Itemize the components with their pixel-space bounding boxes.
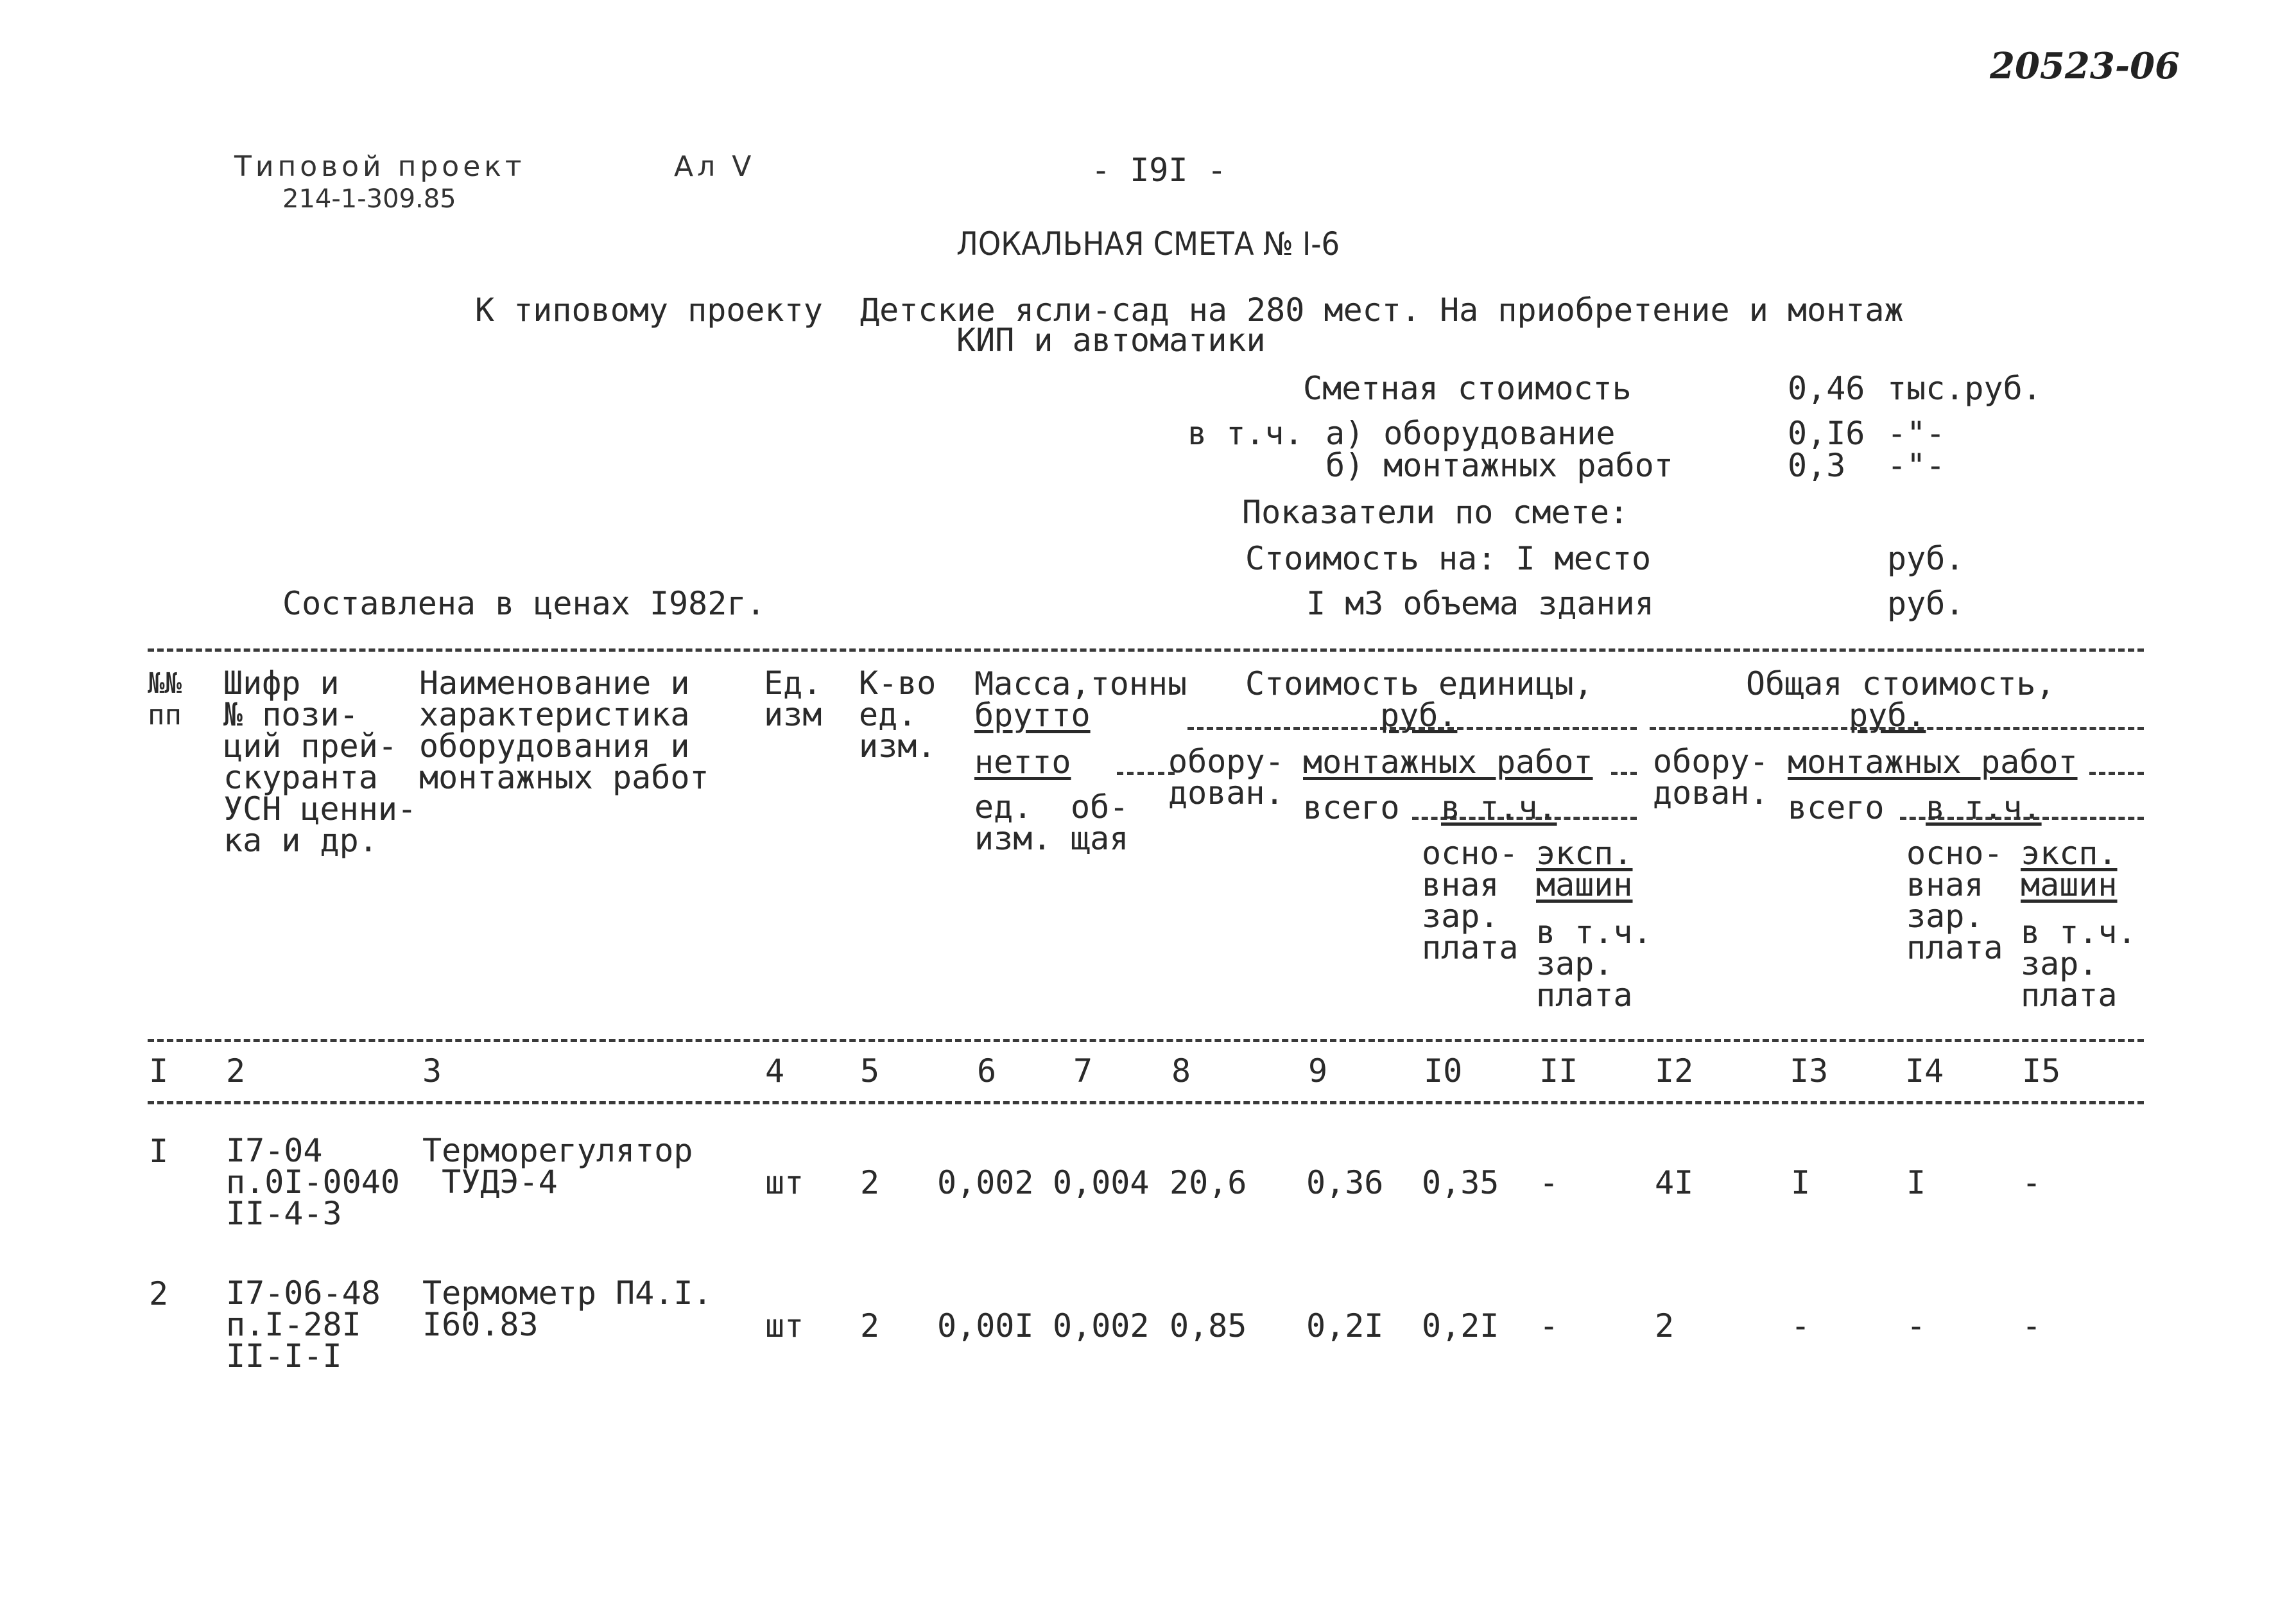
row-install-all-total: - bbox=[1791, 1307, 1811, 1344]
row-install-all: 0,2I bbox=[1306, 1307, 1384, 1344]
col-header-mass-total: об- щая bbox=[1071, 788, 1129, 857]
row-mass-total: 0,004 bbox=[1053, 1164, 1150, 1201]
col-number: 6 bbox=[977, 1052, 997, 1090]
equipment-cost-unit: -"- bbox=[1887, 415, 1946, 452]
col-number: I2 bbox=[1655, 1052, 1694, 1090]
col-number: 7 bbox=[1073, 1052, 1093, 1090]
cost-per-m3-label: I м3 объема здания bbox=[1306, 585, 1654, 622]
col-number: 8 bbox=[1171, 1052, 1191, 1090]
row-machines: - bbox=[1539, 1164, 1559, 1201]
col-header-total-cost: Общая стоимость, bbox=[1746, 665, 2055, 702]
col-number: I bbox=[149, 1052, 169, 1090]
col-number: I0 bbox=[1424, 1052, 1463, 1090]
estimate-cost-value: 0,46 bbox=[1788, 370, 1865, 407]
project-name-line2: КИП и автоматики bbox=[956, 322, 1266, 359]
row-mass-unit: 0,00I bbox=[937, 1307, 1034, 1344]
col-number: I5 bbox=[2022, 1052, 2061, 1090]
estimate-cost-unit: тыс.руб. bbox=[1887, 370, 2042, 407]
table-top-rule bbox=[148, 648, 2144, 652]
numbers-bottom-rule bbox=[148, 1101, 2144, 1104]
col-header-install-total: монтажных работ bbox=[1788, 744, 2078, 781]
indicators-label: Показатели по смете: bbox=[1242, 494, 1629, 531]
row-base-wage: 0,2I bbox=[1422, 1307, 1499, 1344]
row-equipment-total: 2 bbox=[1655, 1307, 1675, 1344]
col-header-equipment-unit: обору- дован. bbox=[1168, 743, 1284, 812]
col-header-unit: Ед. изм bbox=[764, 665, 822, 733]
col-header-netto: нетто bbox=[974, 744, 1071, 781]
installation-cost-unit: -"- bbox=[1887, 447, 1946, 484]
install-rule bbox=[1611, 772, 1637, 775]
incl-prefix: в т.ч. bbox=[1187, 415, 1304, 452]
row-unit: шт bbox=[765, 1307, 804, 1344]
col-header-qty: К-во ед. изм. bbox=[859, 665, 937, 765]
col-header-base-wage: осно- вная зар. плата bbox=[1422, 835, 1519, 966]
col-number: 4 bbox=[765, 1052, 785, 1090]
row-equipment-total: 4I bbox=[1655, 1164, 1694, 1201]
col-number: I3 bbox=[1790, 1052, 1829, 1090]
col-number: I4 bbox=[1905, 1052, 1944, 1090]
col-header-base-wage-total: осно- вная зар. плата bbox=[1906, 835, 2003, 966]
col-header-machine-wage-total: в т.ч. зар. плата bbox=[2021, 914, 2137, 1014]
row-install-all-total: I bbox=[1791, 1164, 1811, 1201]
col-header-mass-unit: ед. изм. bbox=[974, 788, 1052, 857]
page-number: - I9I - bbox=[1091, 152, 1227, 189]
col-number: 3 bbox=[422, 1052, 442, 1090]
cost-per-m3-unit: руб. bbox=[1887, 585, 1965, 622]
equipment-cost-label: а) оборудование bbox=[1325, 415, 1616, 452]
col-header-total-cost-rub: руб. bbox=[1849, 697, 1926, 734]
col-header-unit-cost: Стоимость единицы, bbox=[1245, 665, 1593, 702]
col-header-install-unit: монтажных работ bbox=[1303, 744, 1593, 781]
col-header-num: №№ пп bbox=[148, 667, 182, 731]
row-mass-unit: 0,002 bbox=[937, 1164, 1034, 1201]
page-title: ЛОКАЛЬНАЯ СМЕТА № I-6 bbox=[956, 225, 1340, 263]
row-code: I7-04 п.0I-0040 II-4-3 bbox=[226, 1132, 400, 1232]
equipment-cost-value: 0,I6 bbox=[1788, 415, 1865, 452]
col-number: II bbox=[1539, 1052, 1578, 1090]
project-prefix: К типовому проекту bbox=[475, 291, 823, 329]
col-header-incl: в т.ч. bbox=[1441, 789, 1557, 826]
row-equipment-unit: 20,6 bbox=[1170, 1164, 1247, 1201]
row-mass-total: 0,002 bbox=[1053, 1307, 1150, 1344]
row-name: Термометр П4.I. I60.83 bbox=[422, 1274, 712, 1343]
row-number: 2 bbox=[149, 1275, 169, 1312]
col-number: 5 bbox=[860, 1052, 880, 1090]
install-total-rule bbox=[2089, 772, 2144, 775]
archive-code: 20523-06 bbox=[1990, 45, 2180, 87]
row-qty: 2 bbox=[860, 1307, 880, 1344]
col-header-machines-total: эксп. машин bbox=[2021, 835, 2118, 903]
col-header-machine-wage: в т.ч. зар. плата bbox=[1536, 914, 1652, 1014]
netto-rule bbox=[1117, 772, 1175, 775]
row-name: Терморегулятор ТУДЭ-4 bbox=[422, 1132, 693, 1201]
col-header-machines: эксп. машин bbox=[1536, 835, 1633, 903]
installation-cost-value: 0,3 bbox=[1788, 447, 1846, 484]
row-base-wage-total: I bbox=[1906, 1164, 1926, 1201]
col-number: 2 bbox=[226, 1052, 246, 1090]
stamp-album: Ал V bbox=[674, 150, 755, 183]
row-number: I bbox=[149, 1133, 169, 1170]
stamp-title: Типовой проект bbox=[234, 150, 526, 183]
col-header-install-all: всего bbox=[1303, 789, 1400, 826]
row-base-wage-total: - bbox=[1906, 1307, 1926, 1344]
col-header-code: Шифр и № пози- ций прей- скуранта УСН ценни- ка и др. bbox=[223, 665, 417, 859]
col-header-equipment-total: обору- дован. bbox=[1653, 743, 1769, 812]
prices-year: Составлена в ценах I982г. bbox=[282, 585, 766, 622]
row-equipment-unit: 0,85 bbox=[1170, 1307, 1247, 1344]
row-base-wage: 0,35 bbox=[1422, 1164, 1499, 1201]
col-header-brutto: брутто bbox=[974, 697, 1091, 734]
cost-per-place-label: Стоимость на: I место bbox=[1245, 540, 1652, 577]
row-machines-total: - bbox=[2022, 1307, 2042, 1344]
estimate-cost-label: Сметная стоимость bbox=[1303, 370, 1632, 407]
col-header-install-all-total: всего bbox=[1788, 789, 1885, 826]
col-header-unit-cost-rub: руб. bbox=[1380, 697, 1458, 734]
header-bottom-rule bbox=[148, 1039, 2144, 1042]
col-header-mass: Масса,тонны bbox=[974, 665, 1187, 702]
row-machines-total: - bbox=[2022, 1164, 2042, 1201]
row-qty: 2 bbox=[860, 1164, 880, 1201]
installation-cost-label: б) монтажных работ bbox=[1325, 447, 1673, 484]
col-header-name: Наименование и характеристика оборудования и монтажных работ bbox=[419, 665, 709, 796]
project-name-line1: Детские ясли-сад на 280 мест. На приобретение и монтаж bbox=[860, 291, 1904, 329]
row-install-all: 0,36 bbox=[1306, 1164, 1384, 1201]
stamp-number: 214-1-309.85 bbox=[282, 184, 456, 214]
cost-per-place-unit: руб. bbox=[1887, 540, 1965, 577]
col-number: 9 bbox=[1308, 1052, 1328, 1090]
row-code: I7-06-48 п.I-28I II-I-I bbox=[226, 1274, 381, 1375]
col-header-incl-total: в т.ч. bbox=[1926, 789, 2042, 826]
row-machines: - bbox=[1539, 1307, 1559, 1344]
row-unit: шт bbox=[765, 1164, 804, 1201]
